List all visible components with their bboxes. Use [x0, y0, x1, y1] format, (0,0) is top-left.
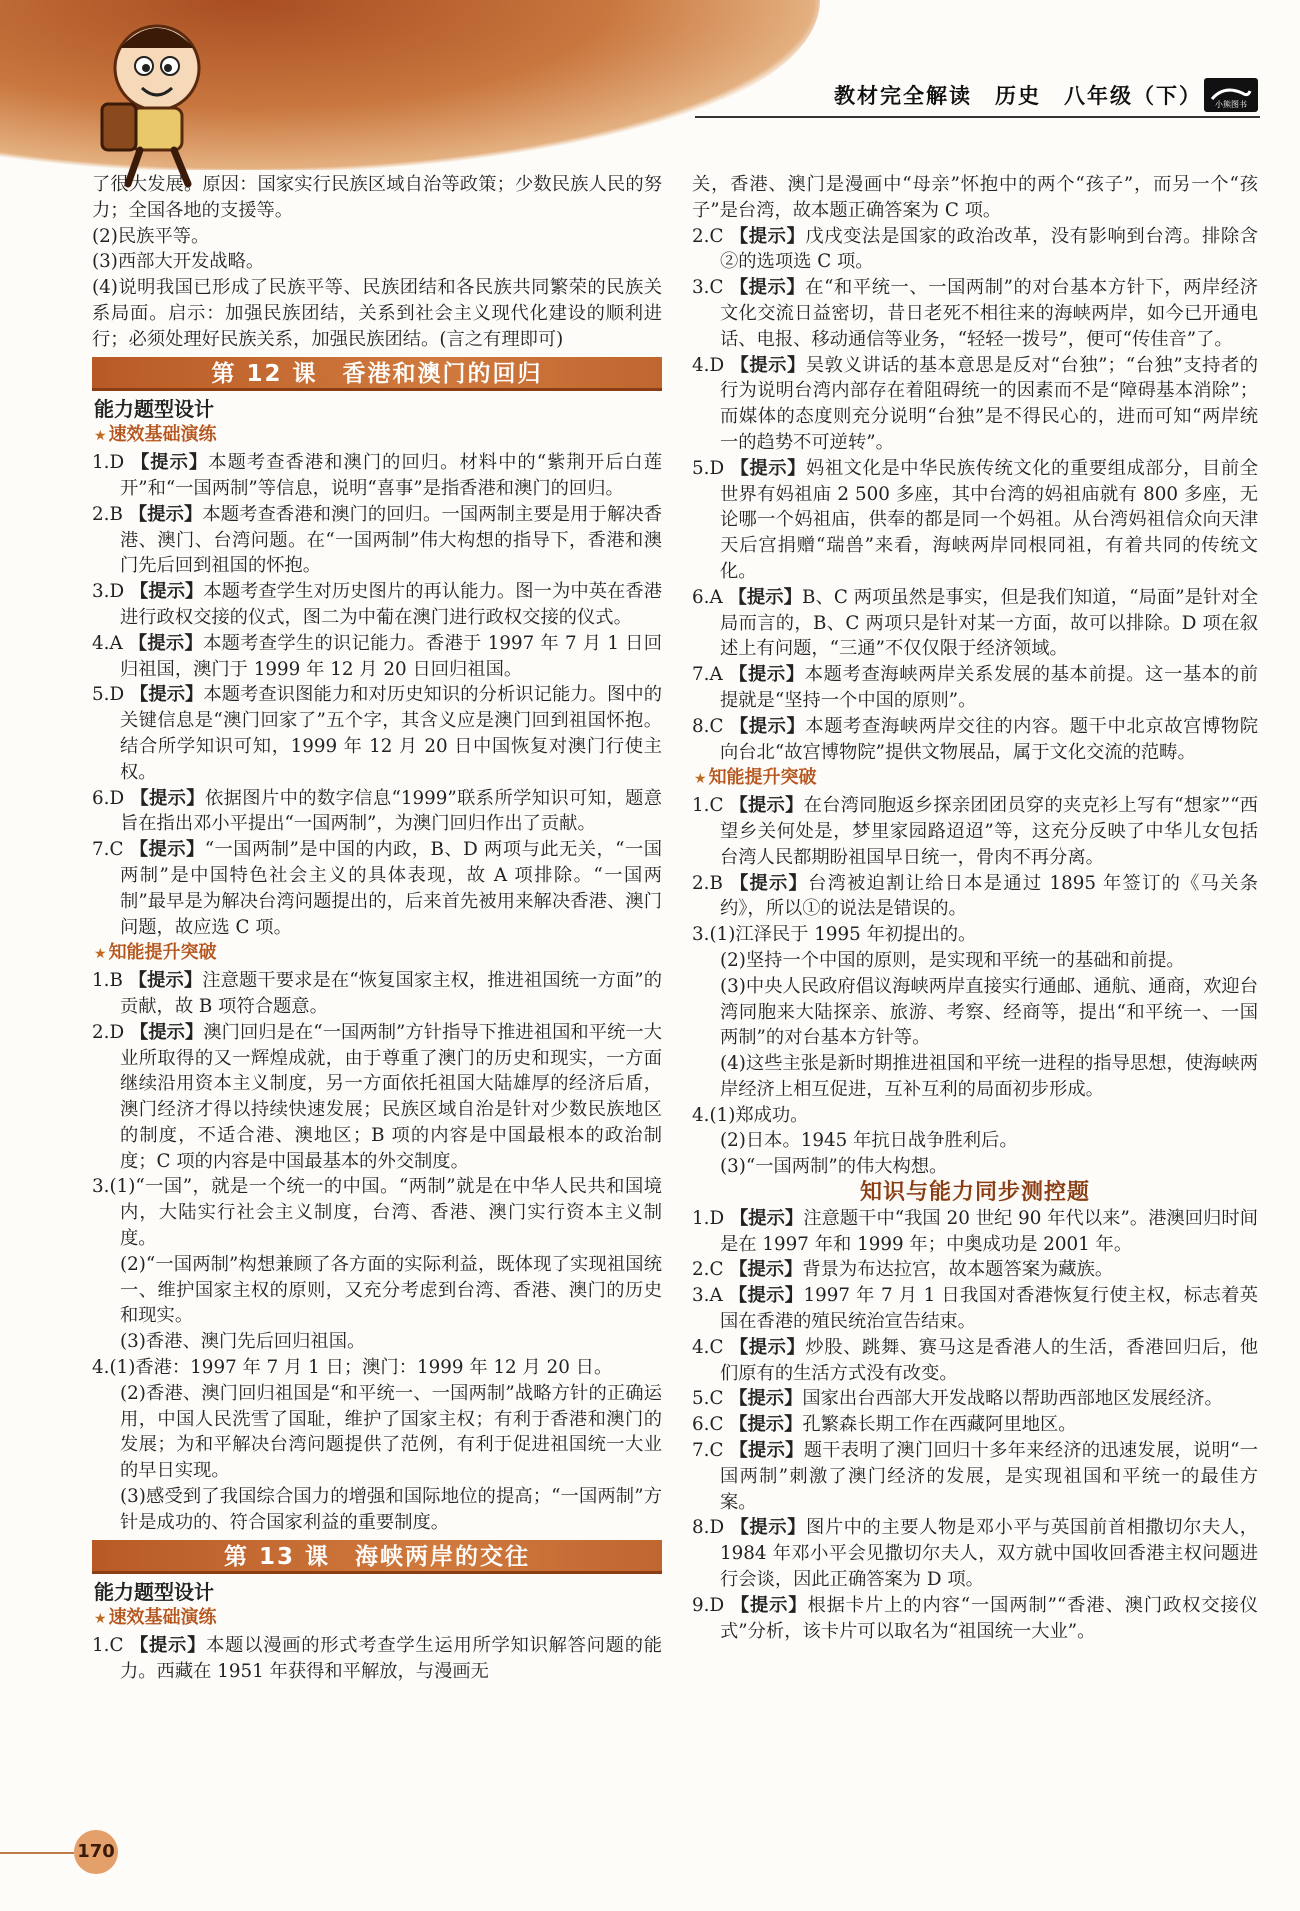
advanced-practice-title: [94, 940, 662, 968]
section-title: 能力题型设计: [94, 1579, 214, 1604]
page-number: 170: [74, 1830, 118, 1874]
hint-label: 【提示】: [729, 1336, 806, 1358]
basic-practice-title: [94, 1605, 662, 1633]
hint-label: 【提示】: [130, 787, 205, 809]
answer-subitem: (2)坚持一个中国的原则，是实现和平统一的基础和前提。: [720, 949, 1185, 971]
hint-label: 【提示】: [130, 452, 209, 474]
answer-subitem: (2)“一国两制”构想兼顾了各方面的实际利益，既体现了实现祖国统一、维护国家主权的原则，又充分考虑到台湾、香港、澳门的历史和现实。: [120, 1253, 662, 1327]
basic-practice-title: [94, 422, 662, 450]
mascot-illustration: [62, 8, 242, 188]
answer-item: [92, 837, 662, 940]
answer-subitem: (2)香港、澳门回归祖国是“和平统一、一国两制”战略方针的正确运用，中国人民洗雪了国耻，维护了国家主权；有利于香港和澳门的发展；为和平解决台湾问题提供了范例，有利于促进祖国统一大业的早日实现。: [120, 1382, 662, 1482]
answer-item: 3.(1)“一国”，就是一个统一的中国。“两制”就是在中华人民共和国境内，大陆实行社会主义制度，台湾、香港、澳门实行资本主义制度。: [92, 1176, 662, 1250]
answer-item: [692, 1283, 1258, 1335]
sub-title-text: 速效基础演练: [108, 424, 217, 446]
answer-item: 3.(1)江泽民于 1995 年初提出的。: [692, 924, 977, 946]
hint-label: 【提示】: [729, 277, 806, 299]
answer-text: 图片中的主要人物是邓小平与英国前首相撒切尔夫人，1984 年邓小平会见撒切尔夫人，双方就中国收回香港主权问题进行会谈，因此正确答案为 D 项。: [720, 1517, 1259, 1591]
answer-text: 注意题干要求是在“恢复国家主权，推进祖国统一方面”的贡献，故 B 项符合题意。: [120, 970, 663, 1017]
answer-key: 7.A: [692, 664, 723, 686]
hint-label: 【提示】: [130, 581, 204, 603]
test-section-title: 知识与能力同步测控题: [859, 1180, 1090, 1206]
answer-key: 1.C: [92, 1635, 124, 1657]
hint-label: 【提示】: [129, 1021, 204, 1043]
left-column: [92, 172, 662, 1685]
answer-subitem: (2)日本。1945 年抗日战争胜利后。: [720, 1130, 1018, 1152]
intro-line: (2)民族平等。: [92, 225, 210, 247]
hint-label: 【提示】: [729, 1440, 804, 1462]
answer-subitem: (4)这些主张是新时期推进祖国和平统一进程的指导思想，使海峡两岸经济上相互促进，互补互利的局面初步形成。: [720, 1053, 1258, 1100]
answer-item: [92, 682, 662, 785]
answer-text: 孔繁森长期工作在西藏阿里地区。: [802, 1414, 1077, 1436]
hint-label: 【提示】: [729, 1388, 803, 1410]
answer-item: [692, 793, 1258, 870]
answer-key: 4.D: [692, 354, 725, 376]
answer-item: [692, 871, 1258, 923]
answer-text: 台湾被迫割让给日本是通过 1895 年签订的《马关条约》，所以①的说法是错误的。: [720, 872, 1258, 920]
answer-item: [92, 450, 662, 502]
answer-item: [92, 1633, 662, 1685]
hint-label: 【提示】: [128, 970, 203, 992]
answer-key: 5.D: [692, 457, 725, 479]
answer-item: [692, 1438, 1258, 1515]
answer-item: [692, 1593, 1258, 1645]
star-icon: ★: [94, 946, 107, 963]
answer-text: 本题考查识图能力和对历史知识的分析识记能力。图中的关键信息是“澳门回家了”五个字，其含义应是澳门回到祖国怀抱。结合所学知识可知，1999 年 12 月 20 日中国恢复对澳门行使主权。: [120, 684, 663, 783]
hint-label: 【提示】: [729, 1414, 803, 1436]
answer-text: 妈祖文化是中华民族传统文化的重要组成部分，目前全世界有妈祖庙 2 500 多座，其中台湾的妈祖庙就有 800 多座，无论哪一个妈祖庙，供奉的都是同一个妈祖。从台湾妈祖信众向天津天后宫捐赠“瑞兽”来看，海峡两岸同根同祖，有着共同的传统文化。: [720, 457, 1259, 582]
hint-label: 【提示】: [729, 664, 805, 686]
answer-text: 依据图片中的数字信息“1999”联系所学知识可知，题意旨在指出邓小平提出“一国两制”，为澳门回归作出了贡献。: [120, 787, 663, 835]
page-number-rule: [0, 1852, 74, 1854]
answer-text: 本题考查香港和澳门的回归。材料中的“紫荆开后白莲开”和“一国两制”等信息，说明“喜事”是指香港和澳门的回归。: [120, 452, 663, 499]
answer-key: 7.C: [692, 1440, 724, 1462]
answer-text: 澳门回归是在“一国两制”方针指导下推进祖国和平统一大业所取得的又一辉煌成就，由于尊重了澳门的历史和现实，一方面继续沿用资本主义制度，另一方面依托祖国大陆雄厚的经济后盾，澳门经济才得以持续快速发展；民族区域自治是针对少数民族地区的制度，不适合港、澳地区；B 项的内容是中国最根本的政治制度；C 项的内容是中国最基本的外交制度。: [120, 1021, 663, 1172]
answer-text: 炒股、跳舞、赛马这是香港人的生活，香港回归后，他们原有的生活方式没有改变。: [720, 1336, 1259, 1384]
answer-item: [92, 579, 662, 631]
intro-line: 了很大发展。原因：国家实行民族区域自治等政策；少数民族人民的努力；全国各地的支援等。: [92, 174, 662, 221]
answer-subitem: (3)香港、澳门先后回归祖国。: [120, 1331, 366, 1353]
answer-key: 2.B: [692, 872, 723, 894]
answer-item: [692, 353, 1258, 456]
hint-label: 【提示】: [728, 1285, 804, 1307]
answer-text: 本题考查香港和澳门的回归。一国两制主要是用于解决香港、澳门、台湾问题。在“一国两制”伟大构想的指导下，香港和澳门先后回到祖国的怀抱。: [120, 503, 663, 577]
hint-label: 【提示】: [729, 715, 806, 737]
answer-key: 8.C: [692, 715, 724, 737]
answer-subitem: (3)“一国两制”的伟大构想。: [720, 1156, 948, 1178]
answer-item: [92, 502, 662, 579]
answer-item: [92, 786, 662, 838]
sub-title-text: 速效基础演练: [108, 1607, 217, 1629]
answer-text: 本题以漫画的形式考查学生运用所学知识解答问题的能力。西藏在 1951 年获得和平解放，与漫画无: [120, 1635, 663, 1683]
answer-text: 背景为布达拉宫，故本题答案为藏族。: [802, 1259, 1114, 1281]
answer-key: 8.D: [692, 1517, 725, 1539]
answer-text: 题干表明了澳门回归十多年来经济的迅速发展，说明“一国两制”刺激了澳门经济的发展，是实现祖国和平统一的最佳方案。: [720, 1440, 1259, 1513]
answer-item: [692, 275, 1258, 352]
answer-subitem: (3)中央人民政府倡议海峡两岸直接实行通邮、通航、通商，欢迎台湾同胞来大陆探亲、旅游、考察、经商等，提出“和平统一、一国两制”的对台基本方针等。: [720, 975, 1258, 1049]
answer-item: [692, 585, 1258, 662]
answer-key: 1.C: [692, 795, 724, 817]
answer-item: [692, 1335, 1258, 1387]
hint-label: 【提示】: [730, 1594, 808, 1616]
answer-text: 注意题干中“我国 20 世纪 90 年代以来”。港澳回归时间是在 1997 年和 1999 年；中奥成功是 2001 年。: [720, 1207, 1259, 1255]
answer-item: [92, 968, 662, 1020]
answer-key: 6.D: [92, 787, 125, 809]
hint-label: 【提示】: [729, 1259, 803, 1281]
book-title: 教材完全解读 历史 八年级（下）: [834, 84, 1202, 108]
answer-item: [92, 631, 662, 683]
answer-item: 4.(1)郑成功。: [692, 1104, 809, 1126]
hint-label: 【提示】: [130, 1635, 207, 1657]
answer-item: 4.(1)香港：1997 年 7 月 1 日；澳门：1999 年 12 月 20 日。: [92, 1357, 613, 1379]
star-icon: ★: [694, 771, 707, 788]
lesson-13-banner: 第 13 课 海峡两岸的交往: [92, 1540, 662, 1574]
hint-label: 【提示】: [729, 1207, 804, 1229]
right-column: [692, 172, 1258, 1644]
hint-label: 【提示】: [130, 684, 204, 706]
answer-text: 本题考查海峡两岸关系发展的基本前提。这一基本的前提就是“坚持一个中国的原则”。: [720, 664, 1259, 711]
sub-title-text: 知能提升突破: [108, 942, 217, 964]
hint-label: 【提示】: [728, 586, 802, 608]
answer-text: “一国两制”是中国的内政，B、D 两项与此无关，“一国两制”是中国特色社会主义的具体表现，故 A 项排除。“一国两制”最早是为解决台湾问题提出的，后来首先被用来解决香港、澳门问题，故应选 C 项。: [120, 839, 663, 938]
answer-key: 7.C: [92, 839, 124, 861]
star-icon: ★: [94, 1611, 107, 1628]
hint-label: 【提示】: [730, 457, 806, 479]
hint-label: 【提示】: [729, 872, 809, 894]
answer-key: 3.A: [692, 1285, 723, 1307]
answer-item: [692, 1515, 1258, 1592]
answer-key: 5.D: [92, 684, 125, 706]
answer-item: [692, 1206, 1258, 1258]
answer-key: 6.C: [692, 1414, 724, 1436]
answer-key: 3.D: [92, 581, 125, 603]
answer-text: 吴敦义讲话的基本意思是反对“台独”；“台独”支持者的行为说明台湾内部存在着阻碍统一的因素而不是“障碍基本消除”；而媒体的态度则充分说明“台独”是不得民心的，进而可知“两岸统一的趋势不可逆转”。: [720, 354, 1259, 453]
answer-key: 2.C: [692, 1259, 724, 1281]
answer-key: 1.D: [692, 1207, 725, 1229]
answer-key: 2.B: [92, 503, 123, 525]
answer-text: 在“和平统一、一国两制”的对台基本方针下，两岸经济文化交流日益密切，昔日老死不相往来的海峡两岸，如今已开通电话、电报、移动通信等业务，“轻轻一拨号”，便可“传佳音”了。: [720, 277, 1259, 350]
answer-text: 戊戌变法是国家的政治改革，没有影响到台湾。排除含②的选项选 C 项。: [720, 225, 1259, 273]
star-icon: ★: [94, 428, 107, 445]
hint-label: 【提示】: [729, 795, 804, 817]
header-rule: [695, 116, 1260, 118]
hint-label: 【提示】: [129, 839, 205, 861]
answer-item: [692, 662, 1258, 714]
answer-item: [692, 1386, 1258, 1412]
answer-key: 4.C: [692, 1336, 724, 1358]
sub-title-text: 知能提升突破: [708, 767, 817, 789]
publisher-logo-text: 小熊图书: [1215, 100, 1247, 109]
answer-text: 本题考查学生对历史图片的再认能力。图一为中英在香港进行政权交接的仪式，图二为中葡在澳门进行政权交接的仪式。: [120, 581, 663, 628]
answer-key: 1.B: [92, 970, 123, 992]
intro-line: (4)说明我国已形成了民族平等、民族团结和各民族共同繁荣的民族关系局面。启示：加强民族团结，关系到社会主义现代化建设的顺利进行；必须处理好民族关系，加强民族团结。(言之有理即可): [92, 277, 662, 350]
advanced-practice-title: [694, 765, 1258, 793]
answer-key: 5.C: [692, 1388, 724, 1410]
hint-label: 【提示】: [730, 354, 806, 376]
answer-text: 国家出台西部大开发战略以帮助西部地区发展经济。: [802, 1388, 1223, 1410]
answer-item: [692, 224, 1258, 276]
hint-label: 【提示】: [730, 1517, 806, 1539]
answer-item: [692, 1412, 1258, 1438]
answer-key: 1.D: [92, 452, 125, 474]
answer-key: 6.A: [692, 586, 723, 608]
answer-subitem: (3)感受到了我国综合国力的增强和国际地位的提高；“一国两制”方针是成功的、符合国家利益的重要制度。: [120, 1486, 662, 1533]
answer-key: 9.D: [692, 1594, 725, 1616]
answer-key: 4.A: [92, 632, 123, 654]
publisher-logo: [1204, 78, 1258, 112]
answer-item: [692, 714, 1258, 766]
answer-text: 1997 年 7 月 1 日我国对香港恢复行使主权，标志着英国在香港的殖民统治宣告结束。: [720, 1285, 1259, 1333]
intro-line: (3)西部大开发战略。: [92, 251, 265, 273]
answer-text: 本题考查学生的识记能力。香港于 1997 年 7 月 1 日回归祖国，澳门于 1999 年 12 月 20 日回归祖国。: [120, 632, 663, 680]
lesson-12-banner: 第 12 课 香港和澳门的回归: [92, 357, 662, 391]
answer-text: 在台湾同胞返乡探亲团团员穿的夹克衫上写有“想家”“西望乡关何处是，梦里家园路迢迢”等，这充分反映了中华儿女包括台湾人民都期盼祖国早日统一，骨肉不再分离。: [720, 795, 1258, 868]
answer-item: [692, 1257, 1258, 1283]
answer-text: 根据卡片上的内容“一国两制”“香港、澳门政权交接仪式”分析，该卡片可以取名为“祖国统一大业”。: [720, 1594, 1258, 1642]
answer-key: 3.C: [692, 277, 724, 299]
section-title: 能力题型设计: [94, 396, 214, 421]
continued-text: 关，香港、澳门是漫画中“母亲”怀抱中的两个“孩子”，而另一个“孩子”是台湾，故本题正确答案为 C 项。: [692, 174, 1258, 221]
answer-key: 2.C: [692, 225, 724, 247]
answer-text: B、C 两项虽然是事实，但是我们知道，“局面”是针对全局而言的，B、C 两项只是针对某一方面，故可以排除。D 项在叙述上有问题，“三通”不仅仅限于经济领域。: [720, 586, 1258, 660]
hint-label: 【提示】: [128, 503, 203, 525]
answer-text: 本题考查海峡两岸交往的内容。题干中北京故宫博物院向台北“故宫博物院”提供文物展品，属于文化交流的范畴。: [720, 715, 1259, 763]
hint-label: 【提示】: [128, 632, 204, 654]
answer-item: [692, 456, 1258, 585]
answer-key: 2.D: [92, 1021, 125, 1043]
hint-label: 【提示】: [729, 225, 806, 247]
answer-item: [92, 1020, 662, 1175]
